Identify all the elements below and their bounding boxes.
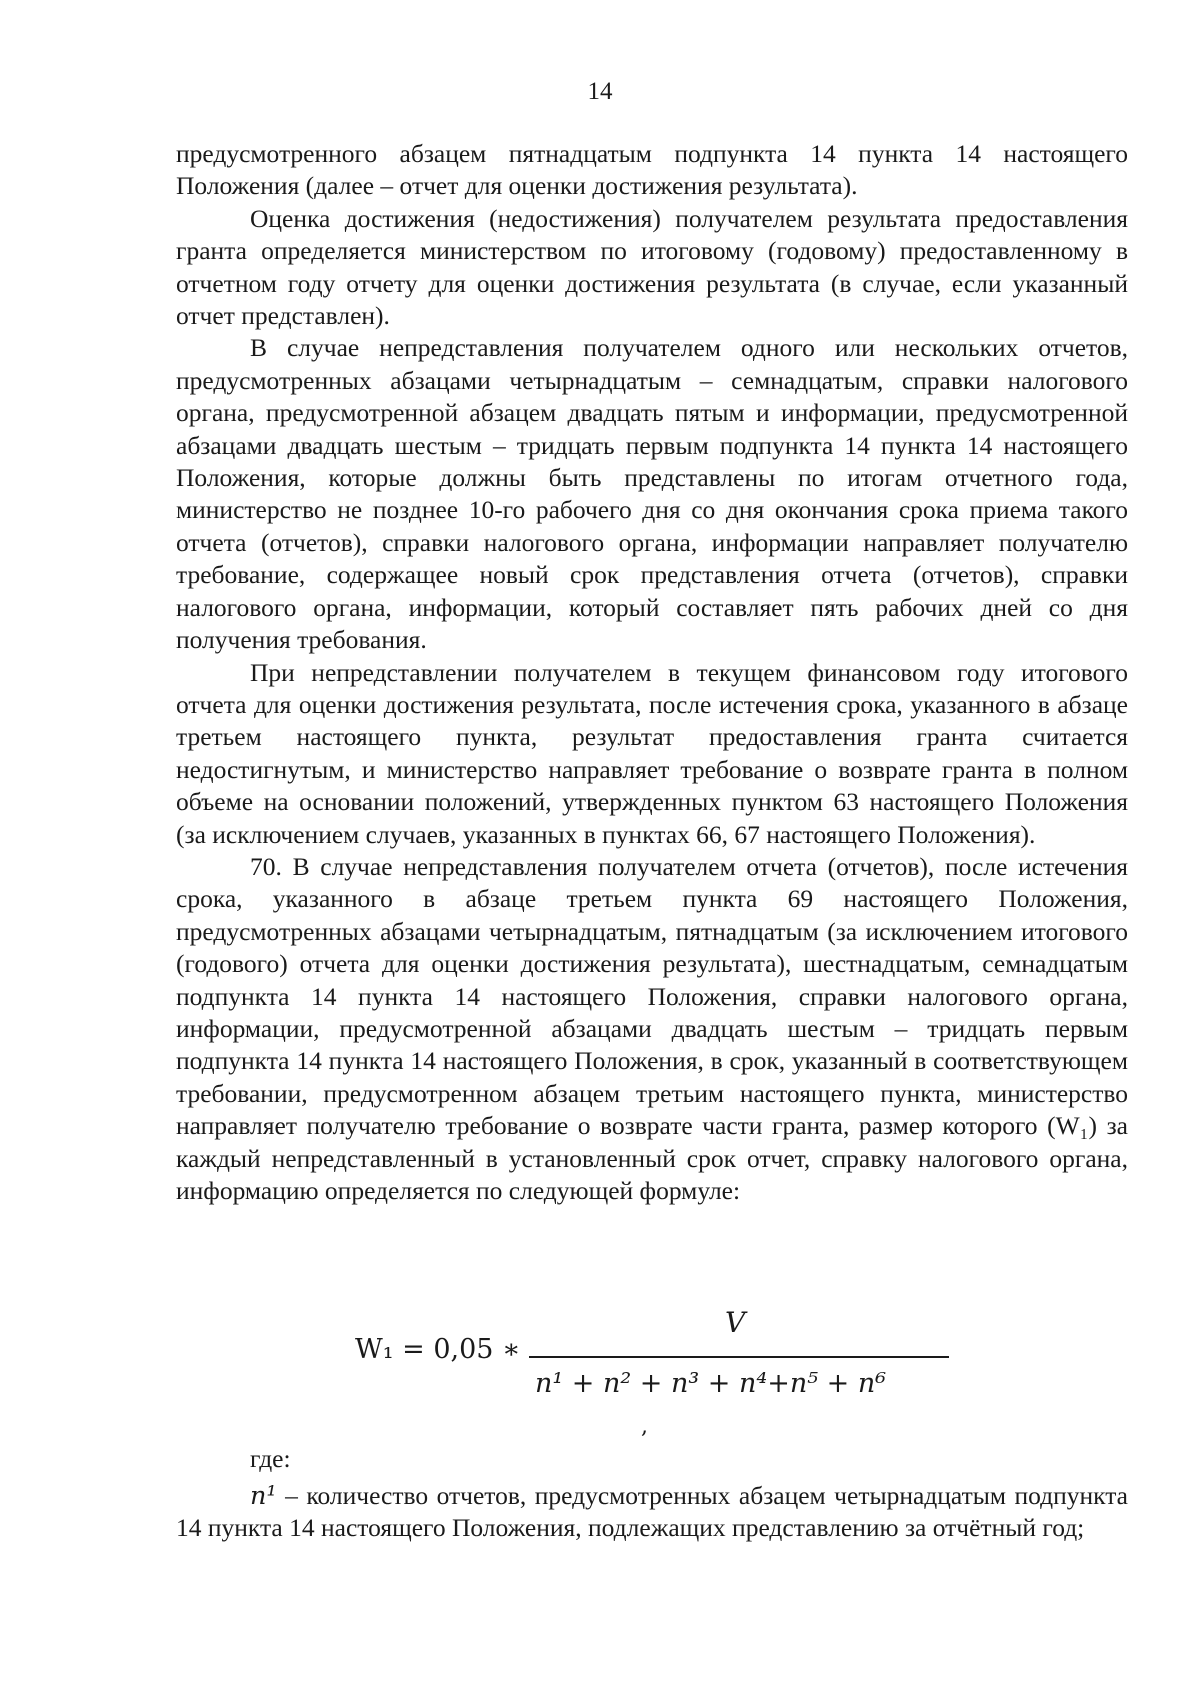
paragraph-assessment: Оценка достижения (недостижения) получателем результата предоставления гранта определяется министерством по итоговому (годовому) предоставленному в отчетном году отчету для оценки достижения результата (в случае, если указанный отчет представлен). [176,203,1128,331]
formula-denominator [535,1368,886,1399]
paragraph-continuation: предусмотренного абзацем пятнадцатым подпункта 14 пункта 14 настоящего Положения (далее – отчет для оценки достижения результата). [176,139,1128,201]
paragraph-final-report: При непредставлении получателем в текущем финансовом году итогового отчета для оценки достижения результата, после истечения срока, указанного в абзаце третьем настоящего пункта, результат предоставления гранта считается недостигнутым, и министерство направляет требование о возврате гранта в полном объеме на основании положений, утвержденных пунктом 63 настоящего Положения (за исключением случаев, указанных в пунктах 66, 67 настоящего Положения). [176,657,1128,849]
definition-block [176,1480,1128,1545]
definition-term: n¹ [250,1481,277,1511]
fraction-bar [529,1356,949,1358]
formula-trailing-comma: , [641,1414,648,1439]
paragraph-non-submission: В случае непредставления получателем одного или нескольких отчетов, предусмотренных абзацами четырнадцатым – семнадцатым, справки налогового органа, предусмотренной абзацем двадцать пятым и информации, предусмотренной абзацами двадцать шестым – тридцать первым подпункта 14 пункта 14 настоящего Положения, которые должны быть представлены по итогам отчетного года, министерство не позднее 10-го рабочего дня со дня окончания срока приема такого отчета (отчетов), справки налогового органа, информации направляет получателю требование, содержащее новый срок представления отчета (отчетов), справки налогового органа, информации, который составляет пять рабочих дней со дня получения требования. [176,333,1128,655]
formula-denominator-text: n¹ + n² + n³ + n⁴+n⁵ + n⁶ [535,1368,887,1399]
formula-lhs: W₁ = 0,05 ∗ [355,1334,521,1365]
page-number: 14 [587,78,613,105]
formula-numerator: V [725,1306,746,1339]
paragraph-clause-70: 70. В случае непредставления получателем отчета (отчетов), после истечения срока, указанного в абзаце третьем пункта 69 настоящего Положения, предусмотренных абзацами четырнадцатым, пятнадцатым (за исключением итогового (годового) отчета для оценки достижения результата), шестнадцатым, семнадцатым подпункта 14 пункта 14 настоящего Положения, справки налогового органа, информации, предусмотренной абзацами двадцать шестым – тридцать первым подпункта 14 пункта 14 настоящего Положения, в срок, указанный в соответствующем требовании, предусмотренном абзацем третьим настоящего пункта, министерство направляет получателю требование о возврате части гранта, размер которого (W₁) за каждый непредставленный в установленный срок отчет, справку налогового органа, информацию определяется по следующей формуле: [176,851,1128,1205]
body-text [176,138,1128,1207]
definition-n1 [176,1480,1128,1545]
where-label: где: [250,1444,291,1473]
definition-text: – количество отчетов, предусмотренных абзацем четырнадцатым подпункта 14 пункта 14 настоящего Положения, подлежащих представлению за отчётный год; [176,1481,1128,1543]
